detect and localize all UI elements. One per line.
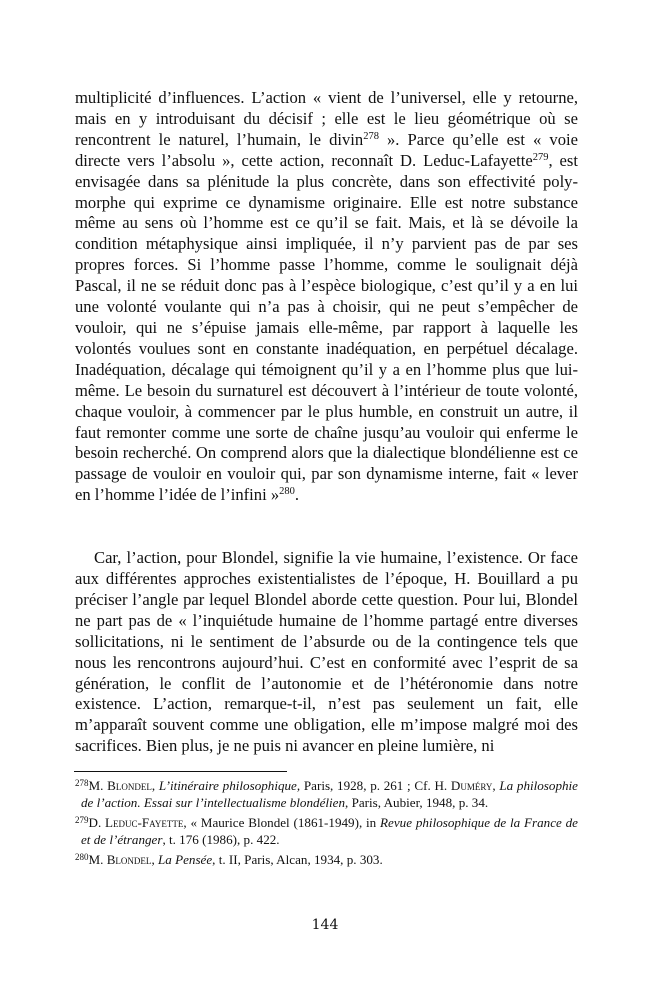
author-name: Leduc-Fayette [105, 814, 184, 830]
publication-info: Paris, 1928, p. 261 ; Cf. H. [300, 778, 451, 793]
footnotes [75, 778, 578, 872]
publication-info: , Paris, Aubier, 1948, p. 34. [345, 794, 489, 810]
publication-info: , t. II, Paris, Alcan, 1934, p. 303. [212, 851, 383, 867]
work-title: La philosophie de l’action. Essai sur l’intellectualisme blondélien [81, 778, 578, 810]
author-name: Blondel [107, 778, 152, 793]
author-initial: D. [88, 814, 106, 830]
footnote-ref[interactable]: 278 [363, 130, 379, 142]
footnote-278 [75, 778, 578, 812]
separator: , [151, 851, 158, 867]
work-title: La Pensée [157, 851, 213, 867]
author-name: Blondel [106, 851, 152, 867]
paragraph-text: multiplicité d’influences. L’action « vient de l’universel, elle y retourne, mais en y introduisant du décisif ; elle est le lieu géométrique où se rencontrent le naturel, l’humain, le divin [75, 88, 578, 149]
publication-info: , t. 176 (1986), p. 422. [162, 831, 280, 847]
paragraph-text: . [294, 485, 300, 505]
separator: , [492, 778, 500, 793]
separator: , [151, 778, 159, 793]
paragraph: Car, l’action, pour Blondel, signifie la vie humaine, l’existence. Or face aux différentes approches existentialistes de l’époque, H. Bouillard a pu préciser l’angle par lequel Blondel aborde cette question. Pour lui, Blondel ne part pas de « l’inquiétude humaine de l’homme partagé entre diverses sollicitations, ni le sentiment de l’absurde ou de la contingence tels que nous les rencontrons aujourd’hui. C’est en conformité avec l’esprit de sa génération, le conflit de l’autonomie et de l’hétéronomie dans notre existence. L’action, remarque-t-il, n’est pas seulement un fait, elle m’apparaît souvent comme une obligation, elle m’impose malgré moi des sacrifices. Bien plus, je ne puis ni avancer en pleine lumière, ni [75, 548, 578, 756]
footnote-number: 280 [75, 851, 89, 862]
page-number: 144 [311, 917, 339, 933]
paragraph [75, 88, 578, 506]
footnote-ref[interactable]: 280 [279, 486, 295, 498]
paragraph-text: ». Parce qu’elle est « voie directe vers l’absolu », cette action, reconnaît D. Leduc-Lafayette [75, 129, 578, 170]
footnote-separator [74, 771, 287, 772]
body-text [75, 88, 578, 757]
author-initial: M. [88, 851, 107, 867]
footnote-279 [75, 815, 578, 849]
work-title: L’itinéraire philosophique, [158, 778, 301, 793]
footnote-ref[interactable]: 279 [532, 151, 549, 163]
paragraph-text: , est envisagée dans sa plénitude la plus concrète, dans son effectivité poly-morphe qui exprime ce dynamisme originaire. Elle est notre substance même au sens où l’homme est ce qu’il se fait. Mais, et là se dévoile la condition métaphysique ainsi impliquée, il n’y parvient pas de par ses propres forces. Si l’homme passe l’homme, comme le soulignait déjà Pascal, il ne se réduit donc pas à l’espèce biologique, c’est qu’il y a en lui une volonté voulante qui n’a pas à choisir, qui ne peut s’empêcher de vouloir, qui ne s’épuise jamais elle-même, par rapport à laquelle les volontés voulues sont en constante inadéquation, en perpétuel décalage. Inadéquation, décalage qui témoignent qu’il y a en l’homme plus que lui-même. Le besoin du surnaturel est découvert à l’intérieur de toute volonté, chaque vouloir, à commencer par le plus humble, en construit un autre, il faut remonter comme une sorte de chaîne jusqu’au vouloir qui enferme le besoin recherché. On comprend alors que la dialectique blondélienne est ce passage de vouloir en vouloir qui, par son dynamisme interne, fait « lever en l’homme l’idée de l’infini » [75, 150, 578, 505]
footnote-280 [75, 852, 578, 869]
publication-info: , « Maurice Blondel (1861-1949), in [183, 814, 381, 830]
author-initial: M. [88, 778, 108, 793]
journal-title: Revue philosophique de la France de et de l’étranger [81, 814, 578, 847]
footnote-number: 279 [75, 814, 89, 825]
footnote-number: 278 [75, 778, 89, 788]
author-name: Duméry [450, 778, 493, 793]
